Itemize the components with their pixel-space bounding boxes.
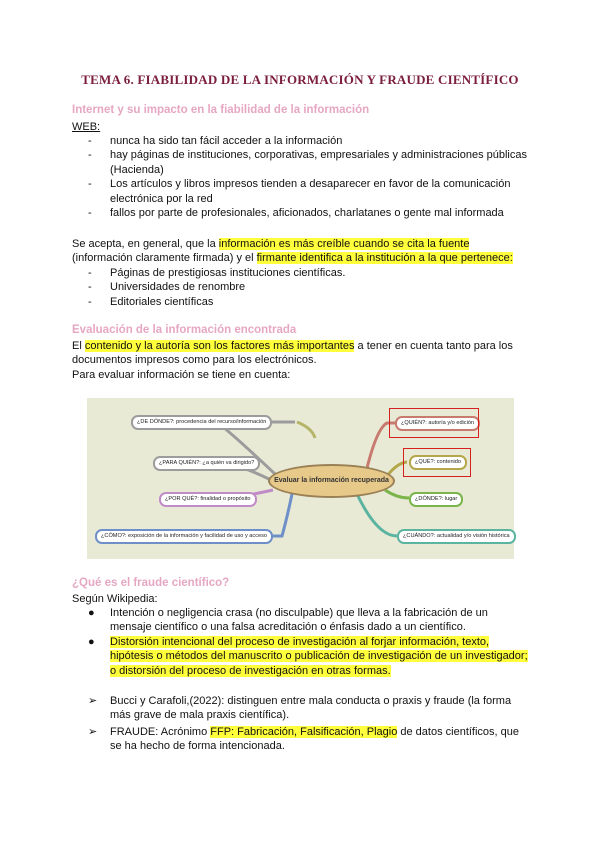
highlight-content-authorship: contenido y la autoría son los factores más importantes bbox=[84, 340, 355, 352]
list-item: - Universidades de renombre bbox=[88, 281, 246, 294]
highlight-ffp: FFP: Fabricación, Falsificación, Plagio bbox=[210, 725, 398, 738]
list-item: ● Distorsión intencional del proceso de investigación al forjar información, texto, hipótesis o métodos del manuscrito o publicación de investigación de un investigador; o distorsión del proceso de investigación en otras formas. bbox=[88, 635, 528, 677]
node-de-donde: ¿DE DÓNDE?: procedencia del recurso/información bbox=[131, 415, 272, 430]
node-cuando: ¿CUÁNDO?: actualidad y/o visión histórica bbox=[397, 529, 516, 544]
highlight-distortion: Distorsión intencional del proceso de investigación al forjar información, texto, hipótesis o métodos del manuscrito o publicación de investigación de un investigador; o distorsión del proceso de investigación en otras formas. bbox=[110, 635, 528, 677]
mindmap-center-node: Evaluar la información recuperada bbox=[268, 464, 395, 498]
list-item: ➢ Bucci y Carafoli,(2022): distinguen entre mala conducta o praxis y fraude (la forma más grave de mala praxis científica). bbox=[88, 695, 512, 722]
list-item: - nunca ha sido tan fácil acceder a la información bbox=[88, 135, 343, 147]
node-que: ¿QUÉ?: contenido bbox=[409, 455, 467, 470]
node-quien: ¿QUIÉN?: autoría y/o edición bbox=[395, 416, 480, 431]
highlight-institution: firmante identifica a la institución a la que pertenece: bbox=[256, 252, 513, 265]
evaluation-paragraph: El contenido y la autoría son los factores más importantes a tener en cuenta tanto para los documentos impresos como para los electrónicos. Para evaluar información se tiene en cuenta: bbox=[72, 340, 513, 381]
list-item: - Páginas de prestigiosas instituciones científicas. bbox=[88, 267, 346, 279]
fraud-definition-list bbox=[88, 606, 528, 678]
wikipedia-intro: Según Wikipedia: bbox=[72, 593, 158, 605]
section-heading-fraud: ¿Qué es el fraude científico? bbox=[72, 577, 230, 589]
list-item: ➢ FRAUDE: Acrónimo FFP: Fabricación, Falsificación, Plagio de datos científicos, que se ha hecho de forma intencionada. bbox=[88, 725, 520, 753]
list-item: - hay páginas de instituciones, corporativas, empresariales y administraciones públicas (Hacienda) bbox=[88, 149, 527, 176]
mindmap-diagram bbox=[87, 398, 514, 559]
credibility-paragraph: Se acepta, en general, que la información es más creíble cuando se cita la fuente (información claramente firmada) y el firmante identifica a la institución a la que pertenece: bbox=[72, 238, 513, 265]
list-item: - fallos por parte de profesionales, aficionados, charlatanes o gente mal informada bbox=[88, 207, 504, 220]
section-heading-evaluation: Evaluación de la información encontrada bbox=[72, 324, 297, 336]
list-item: ● Intención o negligencia crasa (no disculpable) que lleva a la fabricación de un mensaje científico o una falsa acreditación o énfasis dado a un científico. bbox=[88, 607, 488, 634]
highlight-source: información es más creíble cuando se cita la fuente bbox=[218, 238, 470, 250]
node-por-que: ¿POR QUÉ?: finalidad o propósito bbox=[159, 492, 257, 507]
red-highlight-box-que bbox=[403, 448, 471, 477]
list-item: - Editoriales científicas bbox=[88, 295, 214, 308]
web-bullet-list bbox=[88, 134, 528, 220]
red-highlight-box-quien bbox=[389, 408, 479, 438]
node-como: ¿CÓMO?: exposición de la información y facilidad de uso y acceso bbox=[95, 529, 273, 544]
web-label: WEB: bbox=[72, 121, 101, 133]
section-heading-internet: Internet y su impacto en la fiabilidad de la información bbox=[72, 104, 370, 116]
node-donde: ¿DÓNDE?: lugar bbox=[409, 492, 463, 507]
institution-list bbox=[88, 266, 528, 309]
node-para-quien: ¿PARA QUIÉN?: ¿a quién va dirigido? bbox=[153, 456, 260, 471]
fraud-notes-list bbox=[88, 694, 528, 754]
page-title: TEMA 6. FIABILIDAD DE LA INFORMACIÓN Y FRAUDE CIENTÍFICO bbox=[81, 72, 519, 87]
list-item: - Los artículos y libros impresos tienden a desaparecer en favor de la comunicación electrónica por la red bbox=[88, 178, 511, 205]
